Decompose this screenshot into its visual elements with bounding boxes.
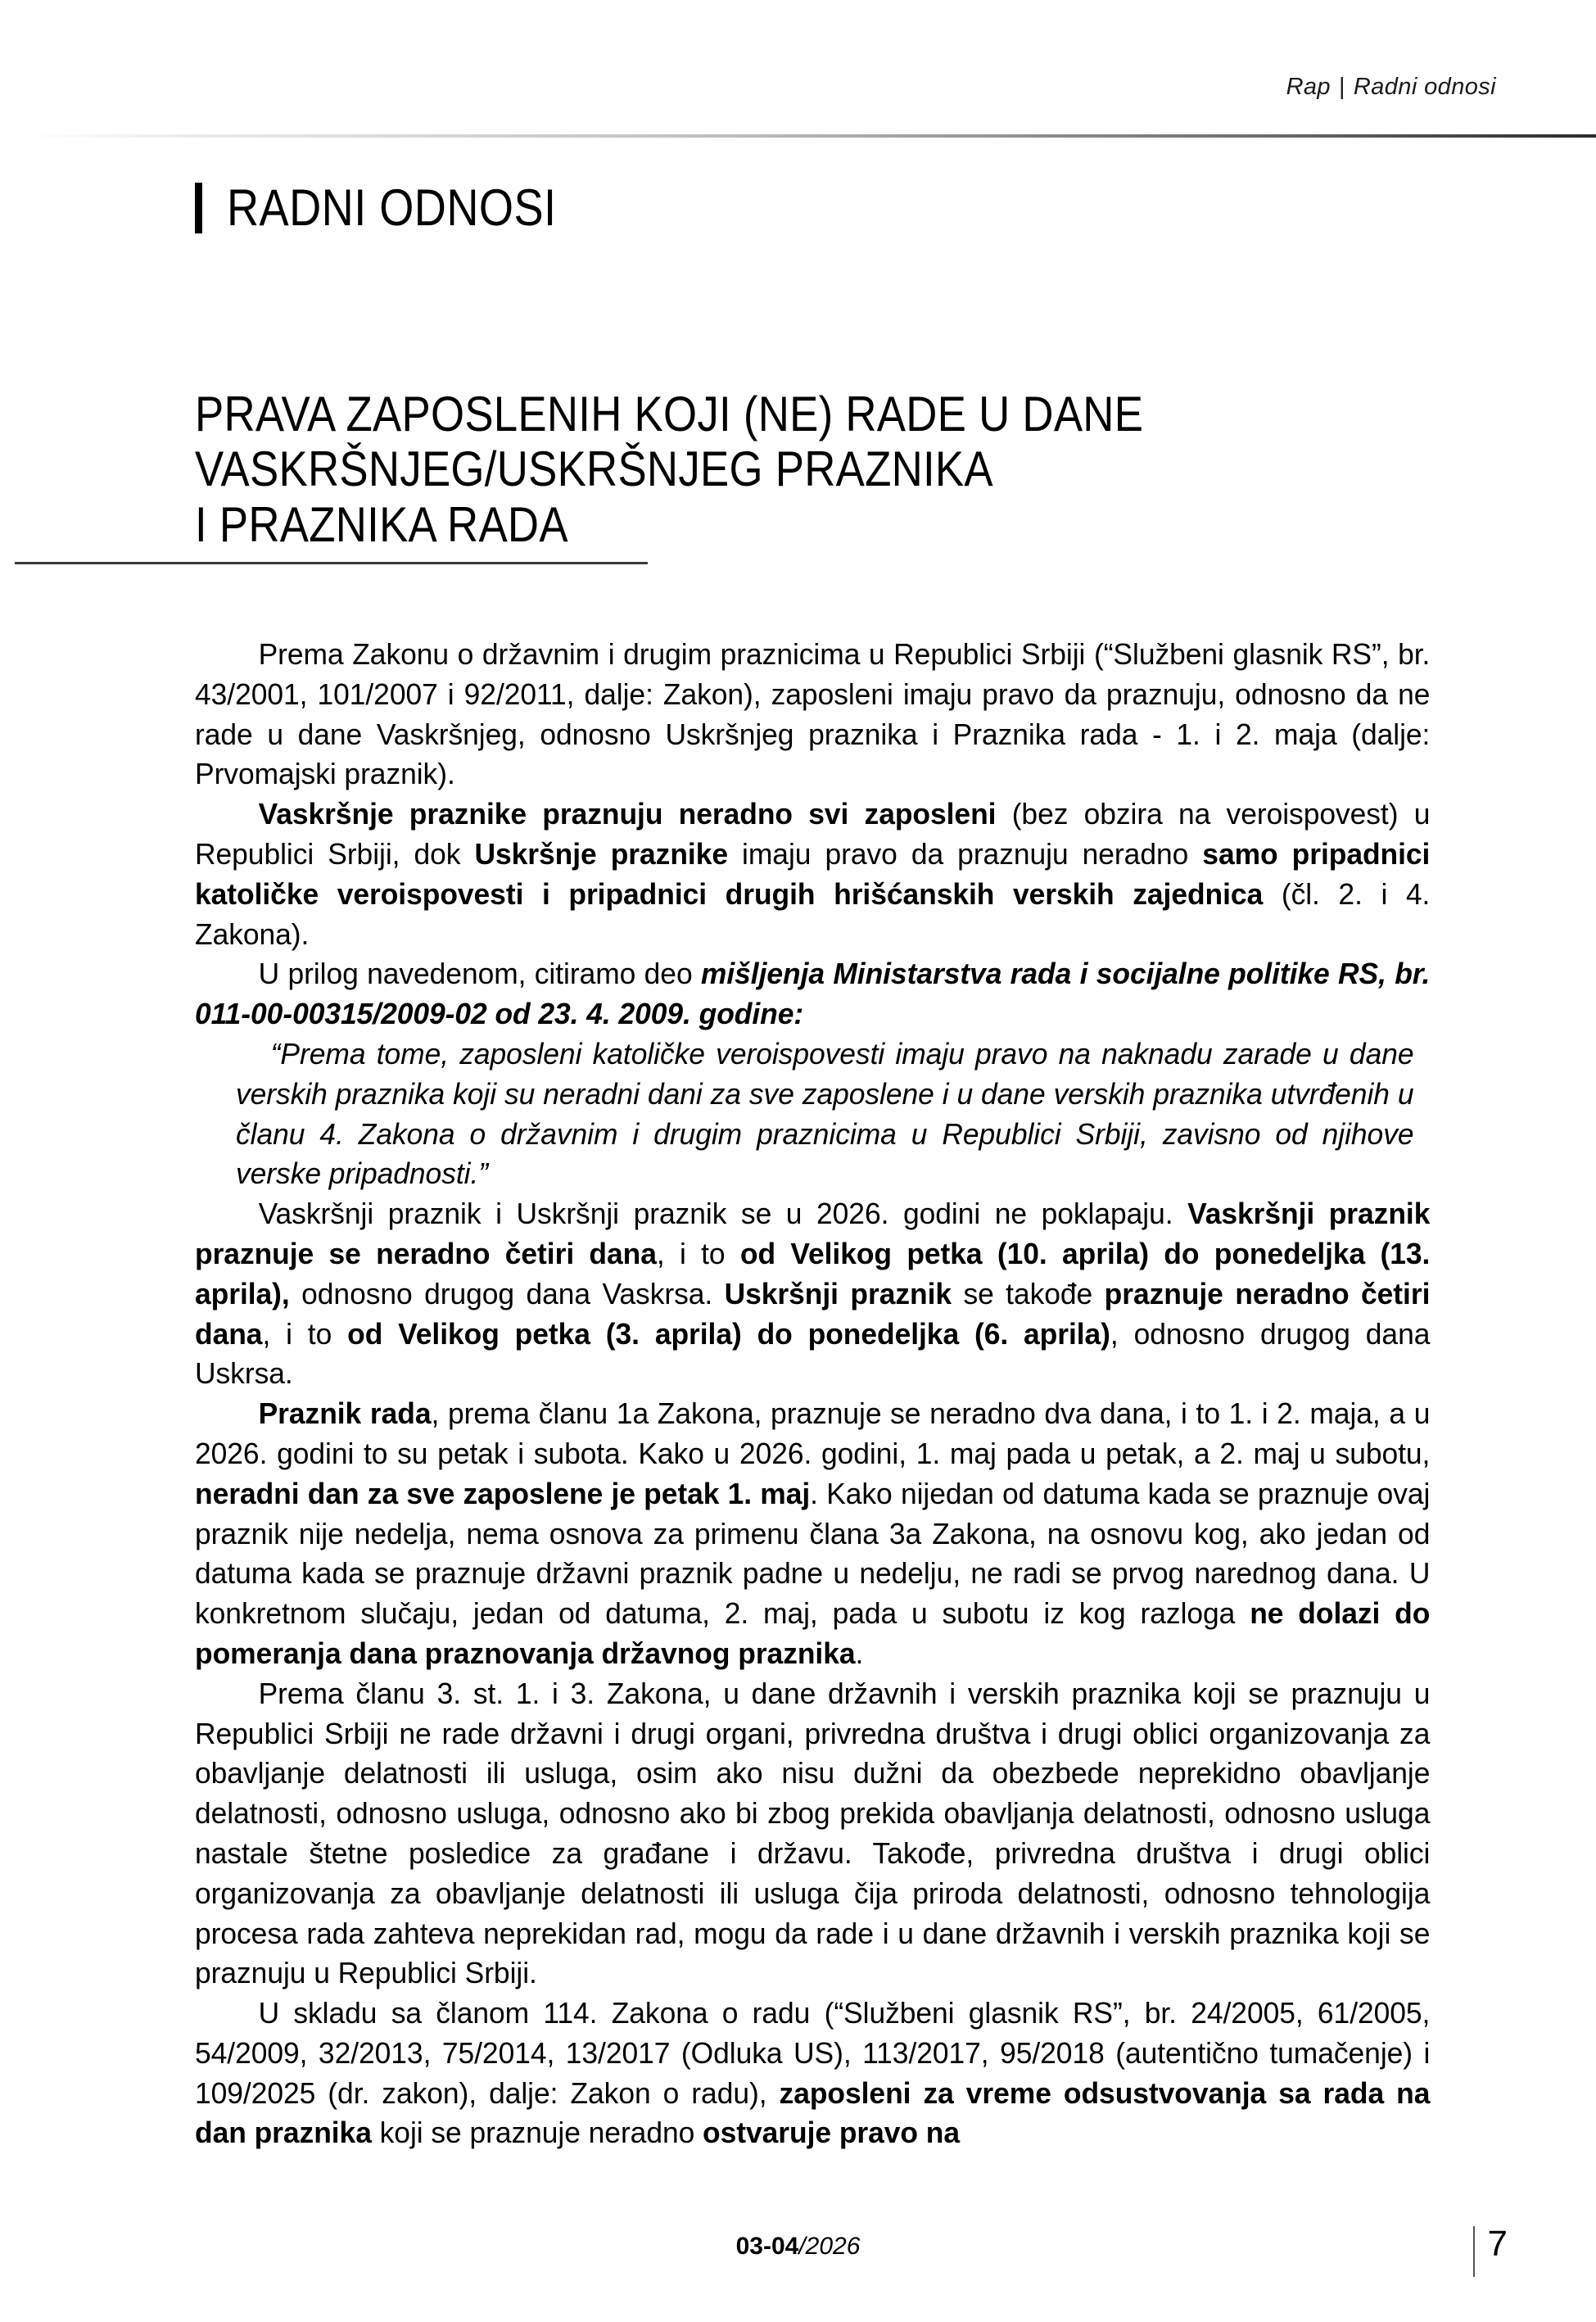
footer-issue [0,2233,1596,2261]
running-header-left: Rap [1286,74,1331,100]
text-run: (čl. 2. i 4. Zakona). [195,876,1431,951]
emphasis-praznik-rada: Praznik rada [258,1396,432,1431]
text-run: . Kako nijedan od datuma kada se praznuje ovaj praznik nije nedelja, nema osnova za primenu člana 3a Zakona, na osnovu kog, ako jedan od datuma kada se praznuje državni praznik padne u nedelju, ne radi se prvog narednog dana. U konkretnom slučaju, jedan od datuma, 2. maj, pada u subotu iz kog razloga [195,1476,1431,1631]
page-footer [0,2224,1596,2290]
emphasis-zaposleni-za-vreme: zaposleni za vreme odsustvovanja sa rada na dan praznika [195,2075,1431,2150]
emphasis-veliki-petak-10-aprila: od Velikog petka (10. aprila) do ponedeljka (13. aprila), [195,1236,1431,1310]
paragraph-quotation [236,1034,1414,1194]
footer-page-number-group [1473,2226,1508,2277]
running-header-right: Radni odnosi [1353,74,1496,100]
text-run: imaju pravo da praznuju neradno [727,836,1203,871]
running-header [1286,74,1496,101]
paragraph-intro [195,635,1430,794]
running-header-separator: | [1338,74,1345,100]
text-run: , odnosno drugog dana Uskrsa. [195,1316,1431,1391]
emphasis-veliki-petak-3-aprila: od Velikog petka (3. aprila) do ponedeljka (6. aprila) [347,1316,1110,1351]
emphasis-ministry-opinion-reference: mišljenja Ministarstva rada i socijalne politike RS, br. 011-00-00315/2009-02 od 23. 4. 2009. godine: [195,957,1431,1031]
text-run: U prilog navedenom, citiramo deo [258,957,701,991]
article-title [195,387,1472,552]
footer-issue-number: 03-04 [735,2233,799,2260]
article-title-line-3: I PRAZNIKA RADA [195,496,568,552]
paragraph-clan-114 [195,1994,1430,2153]
paragraph-intro-text: Prema Zakonu o državnim i drugim praznicima u Republici Srbiji (“Službeni glasnik RS”, br. 43/2001, 101/2007 i 92/2011, dalje: Zakon), zaposleni imaju pravo da praznuju, odnosno da ne rade u dane Vaskršnjeg, odnosno Uskršnjeg praznika i Praznika rada - 1. i 2. maja (dalje: Prvomajski praznik). [195,637,1431,791]
title-rule-divider [15,562,648,564]
paragraph-vaskrsnje-uskrsnje [195,794,1430,954]
emphasis-praznuje-neradno-cetiri-dana: praznuje neradno četiri dana [195,1276,1431,1351]
emphasis-ne-dolazi-do-pomeranja: ne dolazi do pomeranja dana praznovanja državnog praznika [195,1596,1431,1670]
paragraph-clan-3 [195,1674,1430,1994]
article-title-line-1: PRAVA ZAPOSLENIH KOJI (NE) RADE U DANE [195,387,1144,442]
text-run: koji se praznuje neradno [371,2116,703,2150]
text-run: (bez obzira na veroispovest) u Republici Srbiji, dok [195,797,1431,871]
section-title [195,179,610,238]
emphasis-katolicke-veroispovesti: samo pripadnici katoličke veroispovesti i pripadnici drugih hrišćanskih verskih zajednica [195,836,1431,911]
emphasis-uskrsnje-praznike: Uskršnje praznike [474,836,728,871]
article-title-line-2: VASKRŠNJEG/USKRŠNJEG PRAZNIKA [195,441,993,497]
text-run: se takođe [952,1276,1105,1310]
article-body [195,635,1468,2153]
text-run: . [855,1636,864,1670]
paragraph-2026-dates [195,1194,1430,1394]
section-title-bar-icon [195,183,202,233]
emphasis-neradni-dan-petak: neradni dan za sve zaposlene je petak 1. maj [195,1476,811,1510]
footer-page-number: 7 [1487,2224,1508,2264]
text-run: U skladu sa članom 114. Zakona o radu (“Službeni glasnik RS”, br. 24/2005, 61/2005, 54/2009, 32/2013, 75/2014, 13/2017 (Odluka US), 113/2017, 95/2018 (autentično tumačenje) i 109/2025 (dr. zakon), dalje: Zakon o radu), [195,1996,1431,2110]
text-run: , i to [262,1316,348,1351]
footer-divider-bar-icon [1473,2226,1475,2277]
emphasis-vaskrsnji-cetiri-dana: Vaskršnji praznik praznuje se neradno četiri dana [195,1197,1431,1270]
text-run: Prema članu 3. st. 1. i 3. Zakona, u dane državnih i verskih praznika koji se praznuju u Republici Srbiji ne rade državni i drugi organi, privredna društva i drugi oblici organizovanja za obavljanje delatnosti ili usluga, osim ako nisu dužni da obezbede neprekidno obavljanje delatnosti, odnosno usluga, odnosno ako bi zbog prekida obavljanja delatnosti, odnosno usluga nastale štetne posledice za građane i državu. Takođe, privredna društva i drugi oblici organizovanja za obavljanje delatnosti ili usluga čija priroda delatnosti, odnosno tehnologija procesa rada zahteva neprekidan rad, mogu da rade i u dane državnih i verskih praznika koji se praznuju u Republici Srbiji. [195,1676,1431,1990]
paragraph-citation-intro [195,954,1430,1034]
header-rule-divider [25,134,1596,138]
quotation-text: “Prema tome, zaposleni katoličke veroispovesti imaju pravo na naknadu zarade u dane verskih praznika koji su neradni dani za sve zaposlene i u dane verskih praznika utvrđenih u članu 4. Zakona o državnim i drugim praznicima u Republici Srbiji, zavisno od njihove verske pripadnosti.” [236,1036,1414,1191]
text-run: , i to [656,1236,740,1270]
emphasis-ostvaruje-pravo-na: ostvaruje pravo na [703,2116,961,2150]
section-title-text: RADNI ODNOSI [227,179,557,237]
emphasis-vaskrsnje-praznike: Vaskršnje praznike praznuju neradno svi zaposleni [258,797,997,831]
footer-issue-year: /2026 [798,2233,861,2260]
text-run: Vaskršnji praznik i Uskršnji praznik se u 2026. godini ne poklapaju. [258,1197,1188,1231]
text-run: odnosno drugog dana Vaskrsa. [289,1276,725,1310]
emphasis-uskrsnji-praznik: Uskršnji praznik [724,1276,952,1310]
text-run: , prema članu 1a Zakona, praznuje se neradno dva dana, i to 1. i 2. maja, a u 2026. godini to su petak i subota. Kako u 2026. godini, 1. maj pada u petak, a 2. maj u subotu, [195,1396,1431,1470]
paragraph-praznik-rada [195,1394,1430,1674]
